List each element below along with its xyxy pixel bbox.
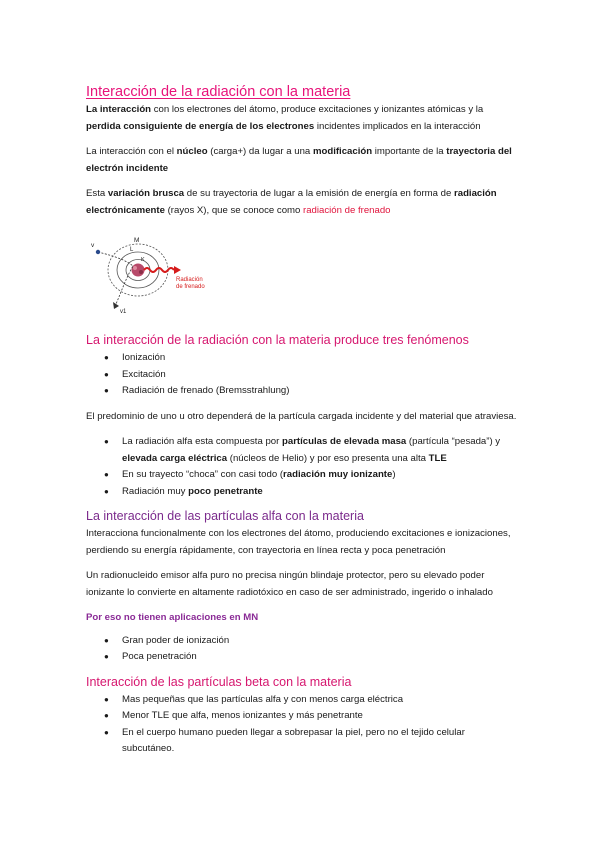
list-item: ● Mas pequeñas que las partículas alfa y con menos carga eléctrica xyxy=(104,692,518,709)
text: (partícula “pesada”) y xyxy=(406,436,501,447)
text: importante de la xyxy=(372,146,447,157)
bold-text: TLE xyxy=(428,452,447,464)
paragraph-alpha-interaction: Interacciona funcionalmente con los electrones del átomo, produciendo excitaciones e ionizaciones, perdiendo su energía rápidamente, con trayectoria en línea recta y poca penetración xyxy=(86,528,511,556)
text: ) xyxy=(392,469,396,480)
bold-text: radiación muy ionizante xyxy=(283,469,393,480)
list-item: ● Excitación xyxy=(104,367,518,384)
bold-text: variación brusca xyxy=(107,188,185,199)
list-item xyxy=(104,434,518,467)
bold-text: perdida consiguiente de energía de los electrones xyxy=(86,120,315,132)
bremsstrahlung-diagram xyxy=(86,230,216,320)
text: (carga+) da lugar a una xyxy=(207,146,313,157)
paragraph-predominance: El predominio de uno u otro dependerá de la partícula cargada incidente y del material que atraviesa. xyxy=(86,410,517,422)
list-item: ● Ionización xyxy=(104,350,518,367)
list-item xyxy=(104,484,518,501)
paragraph-alpha-emitter: Un radionucleido emisor alfa puro no precisa ningún blindaje protector, pero su elevado poder ionizante lo convierte en altamente radiotóxico en caso de ser administrado, ingerido o inhalado xyxy=(86,570,493,598)
electron-trajectory xyxy=(98,252,133,304)
section-heading-alpha: La interacción de las partículas alfa con la materia xyxy=(86,509,364,523)
text: (rayos X), que se conoce como xyxy=(164,204,304,216)
section-heading-beta: Interacción de las partículas beta con la materia xyxy=(86,674,352,689)
list-item: ● En el cuerpo humano pueden llegar a sobrepasar la piel, pero no el tejido celular subcutáneo. xyxy=(104,725,518,758)
bold-text: poco penetrante xyxy=(188,485,263,497)
bold-text: núcleo xyxy=(176,146,208,157)
bold-text: trayectoria del electrón incidente xyxy=(86,146,512,174)
paragraph-interaction-nucleus xyxy=(86,144,518,177)
bold-text: elevada carga eléctrica xyxy=(122,452,228,464)
section-heading-three-phenomena: La interacción de la radiación con la materia produce tres fenómenos xyxy=(86,333,469,347)
label-de-frenado: de frenado xyxy=(176,284,205,290)
list-item xyxy=(104,467,518,484)
text: Esta xyxy=(86,188,108,199)
alpha-list xyxy=(86,434,518,500)
text: En su trayecto “choca” con casi todo ( xyxy=(122,469,284,480)
text: (núcleos de Helio) y por eso presenta una alta xyxy=(227,452,429,464)
paragraph-interaction-electrons xyxy=(86,102,518,135)
text: Radiación muy xyxy=(122,485,189,497)
bold-text: partículas de elevada masa xyxy=(282,436,407,447)
label-l: L xyxy=(130,247,134,253)
text: con los electrones del átomo, produce excitaciones y ionizantes atómicas y la xyxy=(151,104,484,115)
bold-text: modificación xyxy=(312,146,373,157)
document-page xyxy=(86,84,518,767)
label-v: v xyxy=(91,242,95,249)
label-m: M xyxy=(134,237,140,244)
page-title: Interacción de la radiación con la materia xyxy=(86,84,351,100)
list-item: ● Poca penetración xyxy=(104,649,518,666)
nucleus-highlight xyxy=(133,266,137,270)
bold-text: La interacción xyxy=(86,104,152,115)
label-k: K xyxy=(141,257,145,263)
beta-list xyxy=(86,692,518,758)
nucleus-shade xyxy=(139,270,143,274)
subheading-no-applications: Por eso no tienen aplicaciones en MN xyxy=(86,612,259,623)
wave-arrowhead xyxy=(174,266,181,274)
nucleus xyxy=(132,264,145,277)
list-item: ● Radiación de frenado (Bremsstrahlung) xyxy=(104,383,518,400)
incident-electron xyxy=(96,250,100,254)
bold-text: radiación electrónicamente xyxy=(86,188,497,216)
alpha-properties-list xyxy=(86,633,518,666)
text: de su trayectoria de lugar a la emisión de energía en forma de xyxy=(184,188,454,199)
text: La interacción con el xyxy=(86,146,177,157)
label-v1: v1 xyxy=(120,309,127,315)
list-item: ● Menor TLE que alfa, menos ionizantes y más penetrante xyxy=(104,708,518,725)
text: incidentes implicados en la interacción xyxy=(314,120,481,132)
label-radiacion: Radiación xyxy=(176,277,203,283)
list-item: ● Gran poder de ionización xyxy=(104,633,518,650)
highlight-text: radiación de frenado xyxy=(303,204,391,216)
paragraph-brusque-variation xyxy=(86,186,518,219)
text: La radiación alfa esta compuesta por xyxy=(122,436,282,447)
phenomena-list xyxy=(86,350,518,400)
